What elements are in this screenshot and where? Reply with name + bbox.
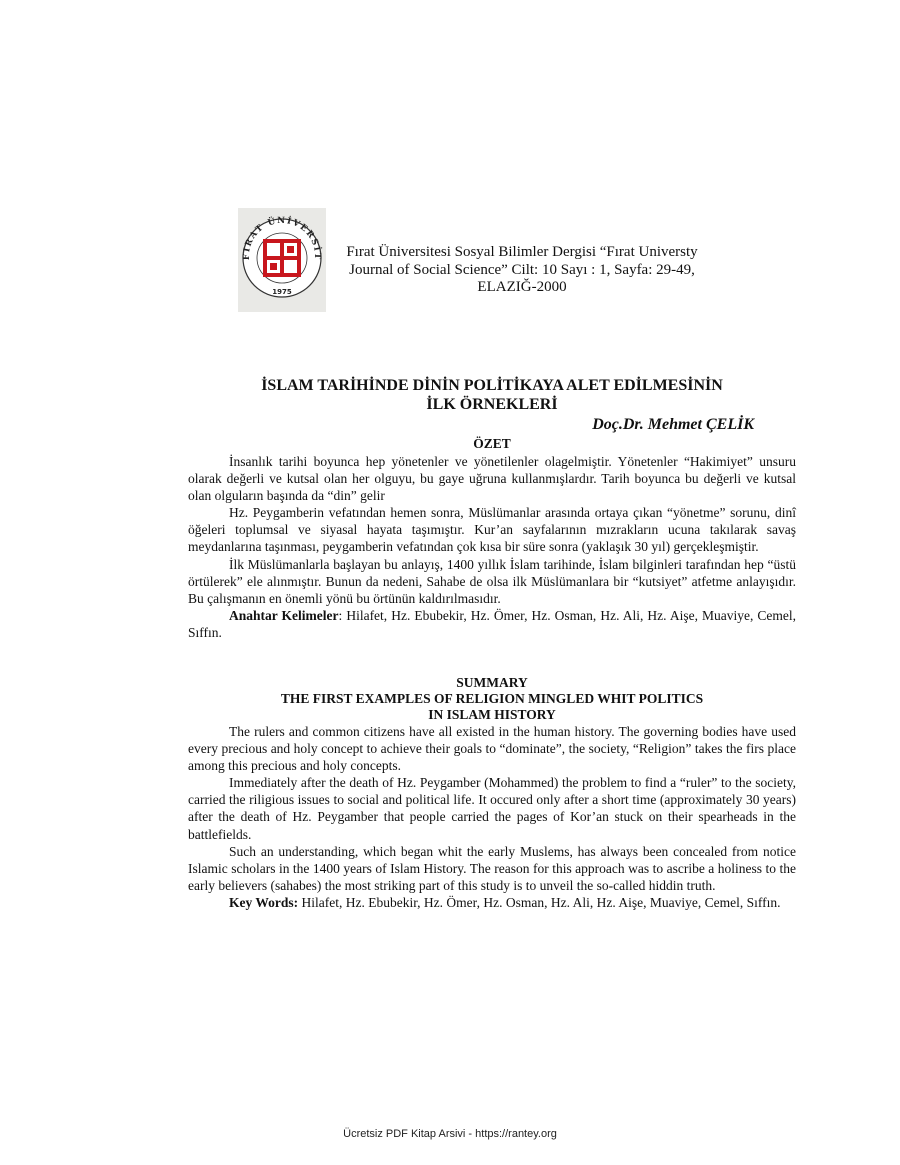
summary-title-line-2: IN ISLAM HISTORY (428, 707, 556, 722)
ozet-paragraph: İlk Müslümanlarla başlayan bu anlayış, 1400 yıllık İslam tarihinde, İslam bilginleri tarafından hep “üstü örtülerek” ele alınmıştır. Bunun da nedeni, Sahabe de olsa ilk Müslümanlara bir “kutsiyet” atfetme anlayışıdır. Bu çalışmanın en önemli yönü bu örtünün kaldırılmasıdır. (188, 556, 796, 606)
svg-text:FIRAT ÜNİVERSİTESİ: FIRAT ÜNİVERSİT (241, 215, 323, 261)
journal-header-line-3: ELAZIĞ-2000 (477, 279, 567, 295)
article-title (188, 376, 796, 414)
summary-paragraph: Immediately after the death of Hz. Peygamber (Mohammed) the problem to find a “ruler” to the society, carried the riligious issues to social and political life. It occured only after a short time (approximately 30 years) after the death of Hz. Peygamber that people carried the pages of Kor’an stuck on their spearheads in the battlefields. (188, 775, 796, 842)
journal-header-line-1: Fırat Üniversitesi Sosyal Bilimler Dergisi “Fırat Universty (346, 244, 698, 260)
journal-header-line-2: Journal of Social Science” Cilt: 10 Sayı : 1, Sayfa: 29-49, (349, 261, 695, 278)
summary-body (188, 723, 796, 911)
ozet-keywords (188, 607, 796, 641)
svg-text:1975: 1975 (272, 288, 292, 296)
summary-title-line-1: THE FIRST EXAMPLES OF RELIGION MINGLED WHIT POLITICS (280, 691, 704, 706)
summary-keywords-text: Hilafet, Hz. Ebubekir, Hz. Ömer, Hz. Osman, Hz. Ali, Hz. Aişe, Muaviye, Cemel, Sıffın. (298, 894, 781, 910)
summary-keywords (188, 894, 796, 911)
summary-paragraph: The rulers and common citizens have all existed in the human history. The governing bodies have used every precious and holy concept to achieve their goals to “dominate”, the society, “Religion” takes the firs place among this precious and holy concepts. (188, 724, 796, 774)
article-title-line-2: İLK ÖRNEKLERİ (426, 396, 558, 413)
summary-label: SUMMARY (456, 675, 528, 690)
ozet-body (188, 453, 796, 641)
ozet-keywords-label: Anahtar Kelimeler (229, 607, 339, 623)
article-title-line-1: İSLAM TARİHİNDE DİNİN POLİTİKAYA ALET EDİLMESİNİN (261, 377, 723, 394)
author-name: Doç.Dr. Mehmet ÇELİK (592, 416, 754, 433)
university-seal-logo (238, 208, 326, 312)
summary-keywords-label: Key Words: (229, 894, 299, 910)
ozet-heading: ÖZET (473, 436, 511, 451)
footer-source-link[interactable]: Ücretsiz PDF Kitap Arsivi - https://rantey.org (343, 1128, 557, 1140)
ozet-paragraph: Hz. Peygamberin vefatından hemen sonra, Müslümanlar arasında ortaya çıkan “yönetme” sorunu, dinî öğeleri toplumsal ve siyasal hayata taşımıştır. Kur’an sayfalarının mızrakların ucuna takılarak savaş meydanlarına taşınması, peygamberin vefatından çok kısa bir süre sonra (yaklaşık 30 yıl) gerçekleşmiştir. (188, 505, 796, 555)
summary-paragraph: Such an understanding, which began whit the early Muslems, has always been concealed from notice Islamic scholars in the 1400 years of Islam History. The reason for this approach was to ascribe a holiness to the early believers (sahabes) the most striking part of this study is to unveil the so-called hiddin truth. (188, 843, 796, 893)
summary-heading (188, 675, 796, 723)
ozet-keywords-text: : Hilafet, Hz. Ebubekir, Hz. Ömer, Hz. Osman, Hz. Ali, Hz. Aişe, Muaviye, Cemel, Sıffın. (188, 607, 797, 640)
ozet-paragraph: İnsanlık tarihi boyunca hep yönetenler ve yönetilenler olagelmiştir. Yönetenler “Hakimiyet” unsuru olarak değerli ve kutsal olan her olguyu, bu gaye uğruna kullanmışlardır. Tarih boyunca bu değerli ve kutsal olan olguların başında da “din” gelir (188, 454, 796, 504)
journal-header (326, 244, 718, 297)
